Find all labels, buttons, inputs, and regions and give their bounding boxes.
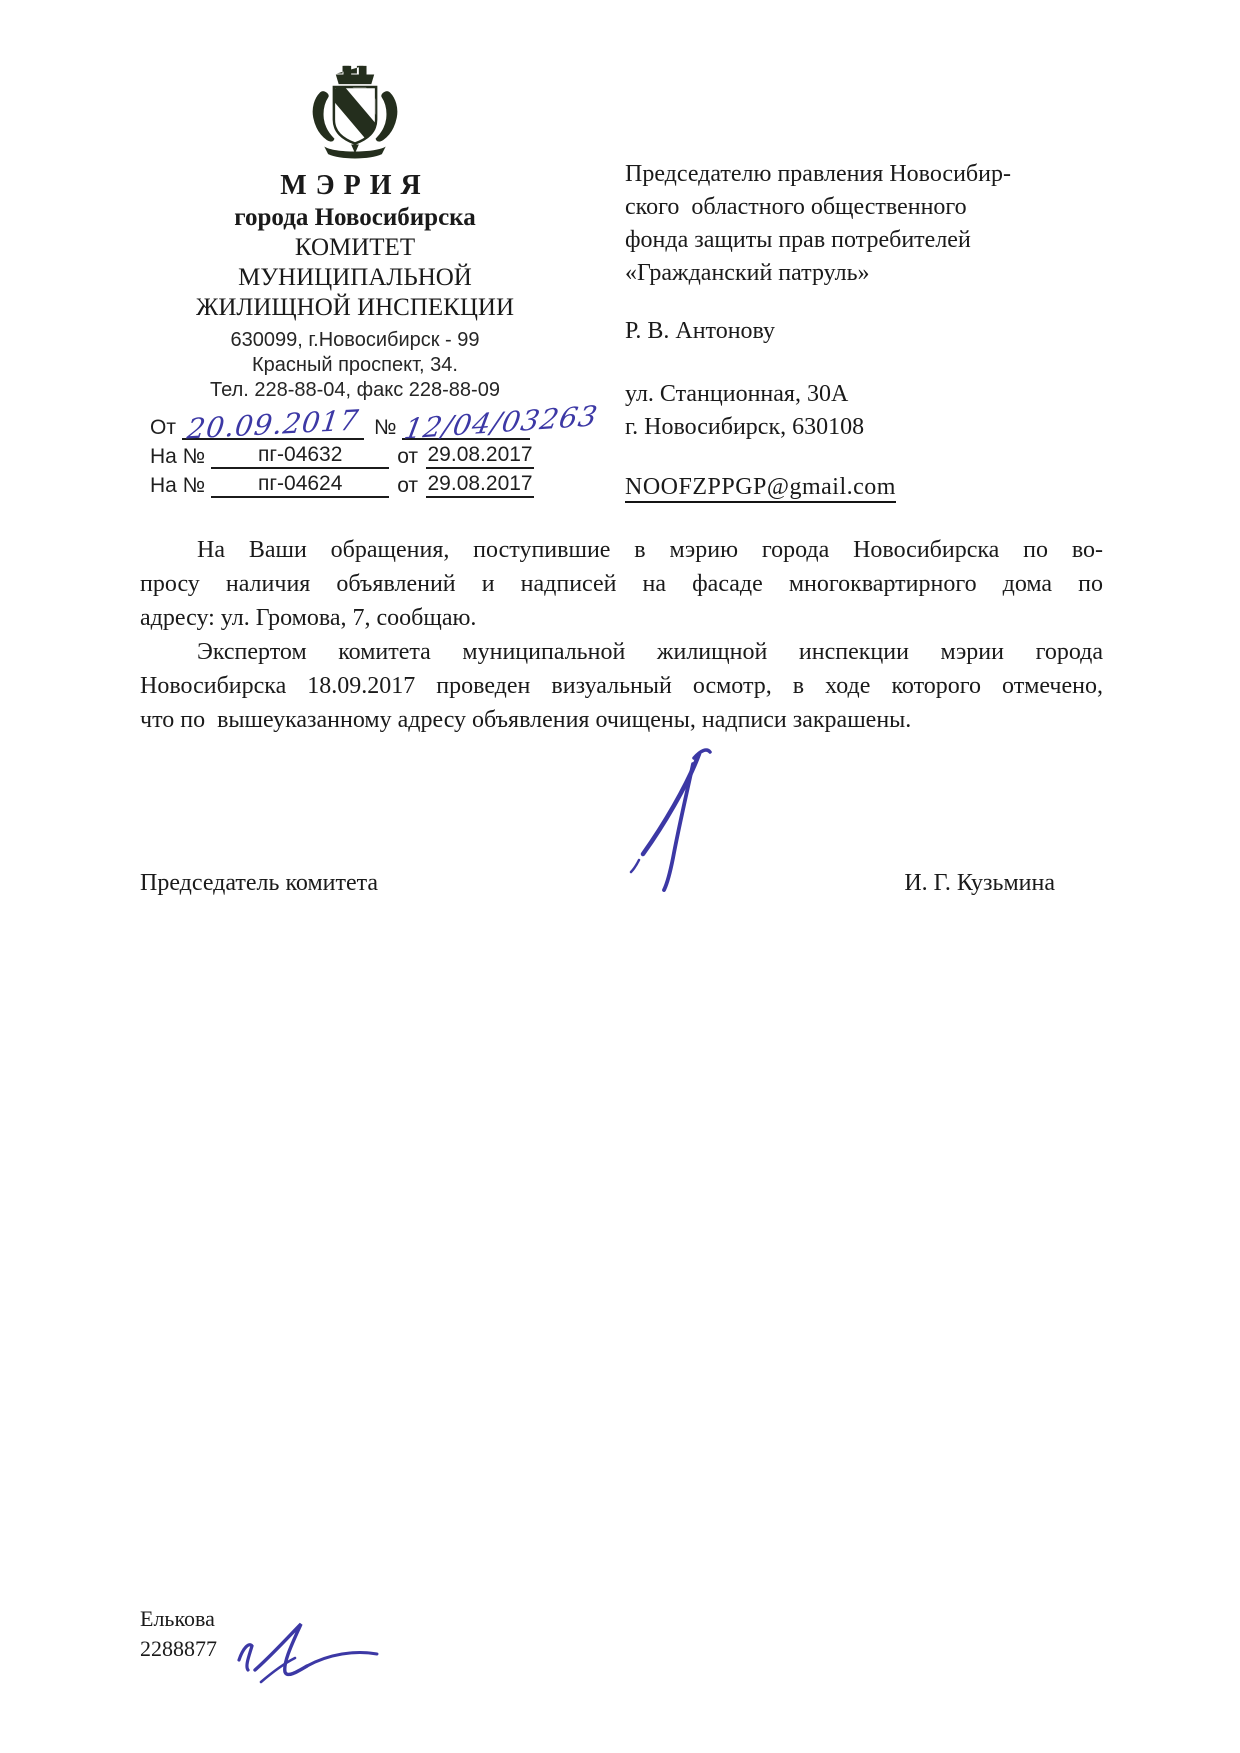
reply2-number: пг-04624 [258, 472, 343, 495]
sender-org-name: МЭРИЯ [280, 170, 430, 201]
reply1-label: На № [150, 445, 206, 468]
outgoing-number-field [402, 399, 602, 446]
paragraph1-line2: просу наличия объявлений и надписей на фасаде многоквартирного дома по [140, 571, 1103, 597]
novosibirsk-coat-of-arms-icon [307, 60, 403, 160]
sender-postal-address: 630099, г.Новосибирск - 99 [230, 329, 480, 351]
reference-block [150, 399, 602, 498]
reply1-of-label: от [397, 445, 419, 468]
recipient-title-line1: Председателю правления Новосибир- [625, 161, 1011, 187]
reply2-label: На № [150, 474, 206, 497]
executor-name: Елькова [140, 1606, 215, 1631]
recipient-email: NOOFZPPGP@gmail.com [625, 474, 896, 503]
recipient-block [625, 158, 1075, 504]
paragraph1-line1: На Ваши обращения, поступившие в мэрию города Новосибирска по во- [197, 537, 1103, 563]
recipient-title-line3: фонда защиты прав потребителей [625, 227, 971, 253]
incoming-ref-row-1 [150, 440, 560, 469]
reply1-number: пг-04632 [258, 443, 343, 466]
sender-org-city: города Новосибирска [234, 204, 476, 231]
reply2-of-label: от [397, 474, 419, 497]
sender-phone-fax: Тел. 228-88-04, факс 228-88-09 [210, 379, 500, 401]
letter-body [140, 533, 1103, 737]
sender-committee-line1: КОМИТЕТ [294, 234, 416, 261]
signatory-name: И. Г. Кузьмина [904, 870, 1055, 896]
from-label: От [150, 416, 176, 439]
sender-street-address: Красный проспект, 34. [252, 354, 458, 376]
sender-committee-line2: МУНИЦИПАЛЬНОЙ [238, 264, 472, 291]
handwritten-outgoing-date: 20.09.2017 [185, 403, 361, 446]
number-label: № [373, 416, 397, 439]
executor-block [140, 1604, 217, 1664]
reply1-date: 29.08.2017 [427, 443, 533, 466]
outgoing-ref-row [150, 399, 602, 446]
paragraph2-line3: что по вышеуказанному адресу объявления очищены, надписи закрашены. [140, 707, 912, 733]
incoming-ref-row-2 [150, 469, 560, 498]
recipient-email-row [625, 471, 1075, 504]
recipient-name: Р. В. Антонову [625, 318, 776, 344]
paragraph2-line2: Новосибирска 18.09.2017 проведен визуальный осмотр, в ходе которого отмечено, [140, 673, 1103, 699]
paragraph1-line3: адресу: ул. Громова, 7, сообщаю. [140, 605, 477, 631]
recipient-title-line4: «Гражданский патруль» [625, 260, 870, 286]
signature-row [140, 870, 1103, 897]
recipient-title-line2: ского областного общественного [625, 194, 967, 220]
sender-committee-line3: ЖИЛИЩНОЙ ИНСПЕКЦИИ [195, 294, 515, 321]
paragraph2-line1: Экспертом комитета муниципальной жилищной инспекции мэрии города [197, 639, 1103, 665]
reply1-number-field [211, 443, 389, 469]
outgoing-date-field [182, 403, 364, 446]
reply1-date-field [426, 443, 534, 469]
recipient-street-address: ул. Станционная, 30А [625, 381, 849, 407]
executor-handwritten-initials [225, 1618, 395, 1698]
signatory-position: Председатель комитета [140, 870, 379, 896]
executor-phone: 2288877 [140, 1636, 217, 1661]
sender-letterhead [150, 60, 602, 498]
handwritten-outgoing-number: 12/04/03263 [402, 399, 602, 446]
recipient-city-address: г. Новосибирск, 630108 [625, 414, 865, 440]
reply2-number-field [211, 472, 389, 498]
reply2-date-field [426, 472, 534, 498]
reply2-date: 29.08.2017 [427, 472, 533, 495]
